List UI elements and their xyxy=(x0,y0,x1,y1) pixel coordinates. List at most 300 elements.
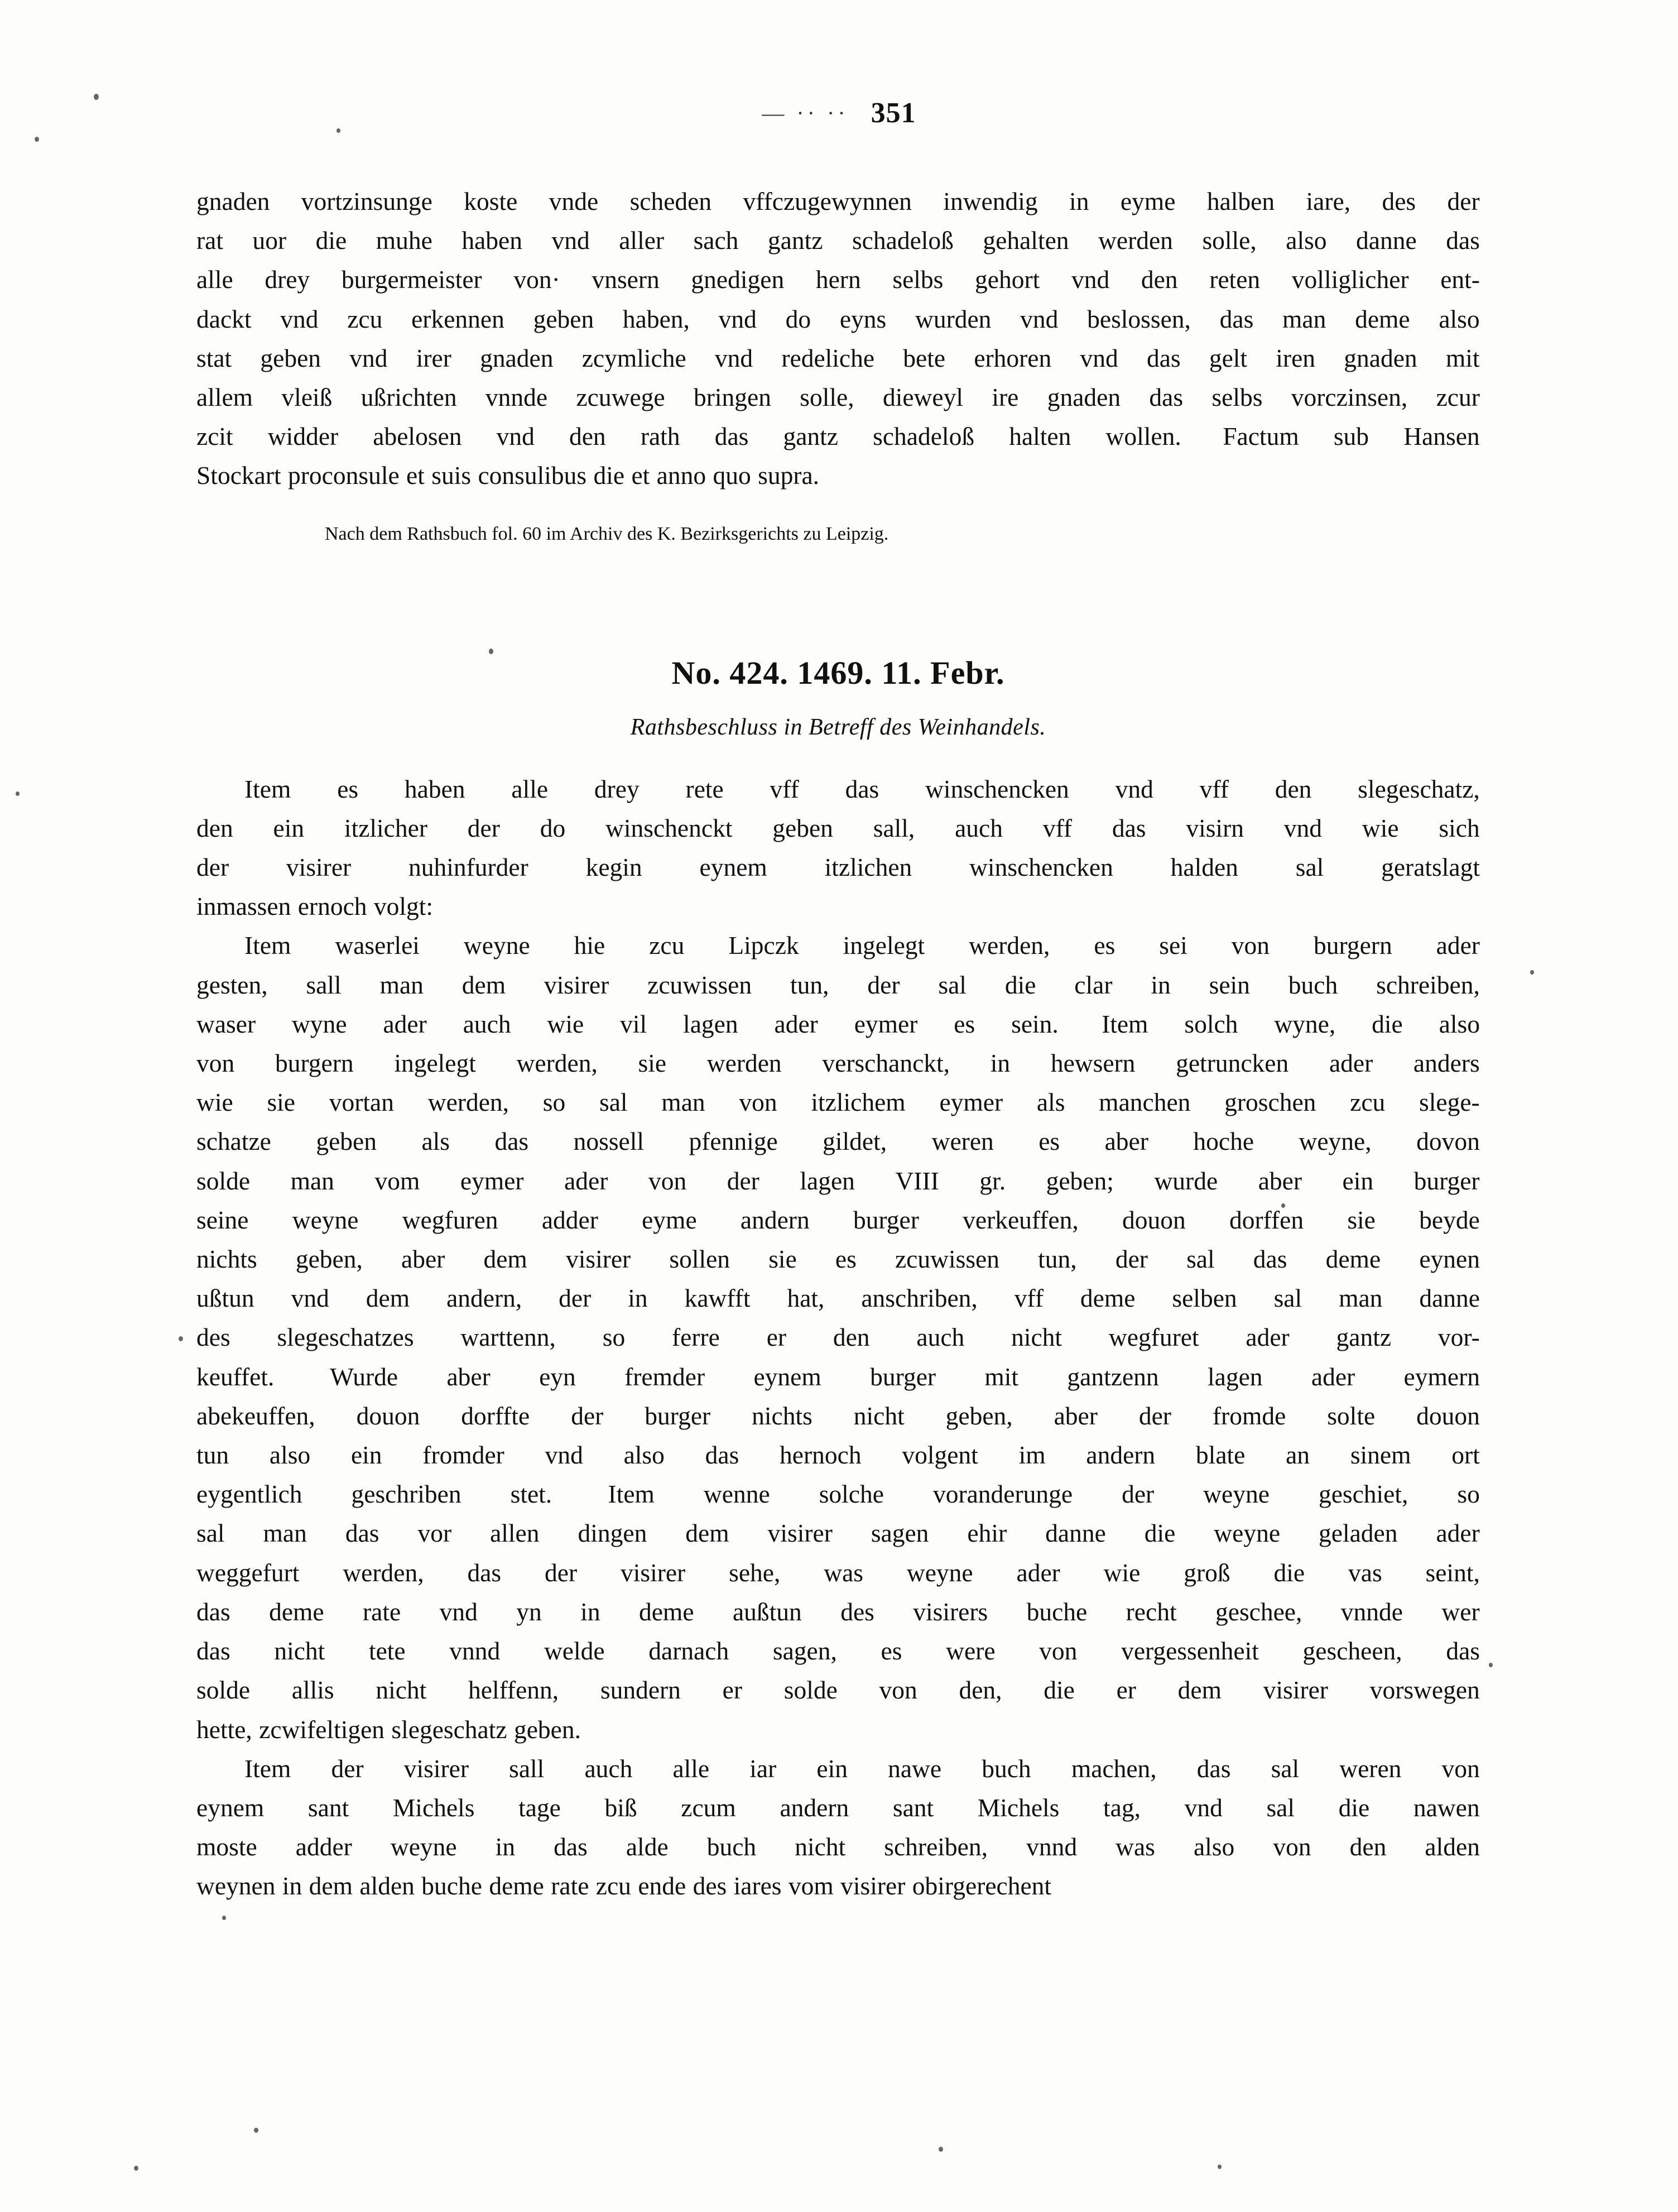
word-space xyxy=(442,1553,449,1592)
word: von xyxy=(1441,1754,1480,1783)
text-line xyxy=(196,1710,1480,1749)
word: anno xyxy=(656,461,706,490)
paragraph-winschencken xyxy=(196,770,1480,927)
word: koste xyxy=(464,187,518,215)
word-space xyxy=(247,1083,253,1122)
word-space xyxy=(845,966,852,1005)
word: hie xyxy=(574,931,605,960)
word: von xyxy=(879,1676,917,1705)
word-space xyxy=(1418,1749,1425,1788)
word: burger xyxy=(870,1362,936,1391)
word-space xyxy=(991,1553,998,1592)
word-space xyxy=(1241,1788,1248,1827)
word: inmassen xyxy=(196,892,291,921)
word-space xyxy=(631,1866,638,1906)
word-space xyxy=(1234,1162,1241,1201)
word-space xyxy=(1172,1436,1179,1475)
word-space xyxy=(1339,809,1345,848)
word-space xyxy=(1048,1749,1055,1788)
word-space xyxy=(518,1632,525,1671)
word-space xyxy=(554,848,560,887)
word: burgermeister xyxy=(341,265,482,294)
word: danne xyxy=(1356,226,1417,255)
scan-speck xyxy=(222,1916,226,1920)
word: den xyxy=(1349,1832,1387,1861)
word-space xyxy=(439,966,446,1005)
word: visirer xyxy=(767,1519,833,1548)
word-space xyxy=(606,1279,613,1318)
word: vnd xyxy=(1020,304,1059,333)
word: den xyxy=(833,1323,870,1352)
word-space xyxy=(1291,1475,1297,1514)
word: Hansen xyxy=(1403,422,1480,451)
word-space xyxy=(1002,300,1009,339)
text-line xyxy=(196,1749,1480,1788)
word-space xyxy=(1093,1240,1099,1279)
word: man xyxy=(263,1519,307,1548)
word: ferre xyxy=(672,1323,720,1352)
word-space xyxy=(1318,1592,1325,1632)
word: andern, xyxy=(446,1284,522,1313)
word: rate xyxy=(363,1597,401,1626)
word: der xyxy=(196,853,229,882)
paragraph-waserlei-weyne xyxy=(196,926,1480,1749)
word: alle xyxy=(672,1754,710,1783)
word: slege- xyxy=(1419,1088,1480,1117)
word: fremder xyxy=(624,1362,705,1391)
word-space xyxy=(743,770,750,809)
word: also xyxy=(1439,304,1480,333)
word: nicht xyxy=(274,1637,325,1666)
word-space xyxy=(1309,1318,1316,1357)
word-space xyxy=(1350,1005,1357,1044)
word: vff xyxy=(770,774,799,803)
word-space xyxy=(1131,1162,1137,1201)
word-space xyxy=(1174,1749,1180,1788)
word-space xyxy=(1129,339,1136,378)
word: sie xyxy=(768,1245,797,1274)
word-space xyxy=(537,1279,544,1318)
word-space xyxy=(746,1240,752,1279)
word: verschanckt, xyxy=(822,1049,950,1078)
word: rate xyxy=(551,1872,589,1901)
word-space xyxy=(243,339,249,378)
text-line xyxy=(196,1279,1480,1318)
word: von xyxy=(1231,931,1270,960)
word-space xyxy=(1429,1475,1436,1514)
word: nawe xyxy=(888,1754,942,1783)
word-space xyxy=(425,456,431,495)
word-space xyxy=(768,300,775,339)
word: man xyxy=(661,1088,705,1117)
word: zcuwissen xyxy=(647,970,752,999)
scan-speck xyxy=(254,2128,258,2133)
word-space xyxy=(247,417,254,456)
word-space xyxy=(378,1240,385,1279)
word: vnd xyxy=(439,1597,478,1626)
word-space xyxy=(1230,1240,1237,1279)
word: die xyxy=(1372,1009,1403,1038)
word-space xyxy=(438,926,445,965)
text-line xyxy=(196,1866,1480,1906)
word: dem xyxy=(483,1245,527,1274)
word: kawfft xyxy=(684,1284,751,1313)
word-space xyxy=(473,1827,479,1866)
word: eymern xyxy=(1403,1362,1480,1391)
word-space xyxy=(415,1866,421,1906)
word: werden xyxy=(1098,226,1173,255)
word: dorffen xyxy=(1229,1205,1304,1234)
word: seint, xyxy=(1425,1558,1480,1587)
word-space xyxy=(1388,1788,1395,1827)
word-space xyxy=(493,1788,500,1827)
word-space xyxy=(576,1671,583,1710)
word: vil xyxy=(620,1009,647,1038)
word: aber xyxy=(1258,1166,1302,1195)
word-space xyxy=(745,1514,752,1553)
scan-speck xyxy=(134,2166,138,2171)
word-space xyxy=(864,1749,871,1788)
word-space xyxy=(520,1553,526,1592)
word-space xyxy=(764,339,771,378)
word-space xyxy=(698,1671,705,1710)
word: hoche xyxy=(1193,1127,1254,1156)
word-space xyxy=(521,966,528,1005)
word: ent- xyxy=(1440,265,1480,294)
word-space xyxy=(547,1397,554,1436)
word: vergessenheit xyxy=(1121,1637,1259,1666)
word-space xyxy=(1354,966,1360,1005)
word-space xyxy=(1247,1749,1254,1788)
word-space xyxy=(522,1083,529,1122)
word-space xyxy=(543,1240,550,1279)
word: nicht xyxy=(853,1401,905,1430)
word: andern xyxy=(740,1205,810,1234)
word-space xyxy=(704,1553,710,1592)
word: ort xyxy=(1451,1441,1480,1470)
word: ußrichten xyxy=(360,383,457,412)
source-note: Nach dem Rathsbuch fol. 60 im Archiv des K. Bezirksgerichts zu Leipzig. xyxy=(325,523,889,544)
word: eymer xyxy=(854,1009,918,1038)
word: itzlichen xyxy=(824,853,912,882)
word: haben xyxy=(461,226,522,255)
word-space xyxy=(367,1788,374,1827)
word-space xyxy=(855,1632,862,1671)
word: beyde xyxy=(1419,1205,1480,1234)
word-space xyxy=(264,378,271,417)
word: gelt xyxy=(1209,343,1248,372)
word: adder xyxy=(541,1205,598,1234)
word-space xyxy=(882,1553,888,1592)
word-space xyxy=(675,221,682,260)
word-space xyxy=(1027,1044,1033,1083)
word: halden xyxy=(1170,853,1238,882)
word-space xyxy=(993,1279,999,1318)
word: wollen. xyxy=(1105,422,1181,451)
word: ader xyxy=(1436,931,1480,960)
text-line xyxy=(196,1240,1480,1279)
word: visirer xyxy=(403,1754,469,1783)
word: auch xyxy=(955,813,1003,842)
word: tage xyxy=(518,1793,561,1822)
word-space xyxy=(1013,1122,1020,1161)
word-space xyxy=(796,260,803,299)
word: werden, xyxy=(516,1049,598,1078)
word-space xyxy=(819,770,825,809)
text-line xyxy=(196,1475,1480,1514)
word-space xyxy=(749,809,756,848)
word: schatze xyxy=(196,1127,271,1156)
word-space xyxy=(1419,1592,1426,1632)
word: zcu xyxy=(1350,1088,1386,1117)
word-space xyxy=(309,1083,315,1122)
word: aber xyxy=(401,1245,445,1274)
word: das xyxy=(467,1558,502,1587)
word: waserlei xyxy=(335,931,420,960)
word: Item xyxy=(1102,1009,1148,1038)
word: sie xyxy=(638,1049,667,1078)
word-space xyxy=(872,1162,878,1201)
word-space xyxy=(697,339,704,378)
word: außtun xyxy=(732,1597,802,1626)
word: vff xyxy=(1014,1284,1044,1313)
word-space xyxy=(719,1083,725,1122)
word: winschenckt xyxy=(605,813,733,842)
word: scheden xyxy=(629,187,712,215)
word-space xyxy=(1313,1788,1320,1827)
word-space xyxy=(322,260,329,299)
word: sall xyxy=(306,970,342,999)
word: ader xyxy=(1016,1558,1060,1587)
word-space xyxy=(661,1005,668,1044)
word-space xyxy=(1193,1592,1199,1632)
word-space xyxy=(595,1553,602,1592)
word: deme xyxy=(1080,1284,1136,1313)
word: alle xyxy=(511,774,549,803)
word-space xyxy=(919,1083,926,1122)
word: das xyxy=(714,422,749,451)
word-space xyxy=(269,1279,276,1318)
word-space xyxy=(1050,182,1057,221)
word: geschee, xyxy=(1215,1597,1302,1626)
page-number: 351 xyxy=(871,97,916,129)
word: vffczugewynnen xyxy=(743,187,912,215)
word-space xyxy=(681,1436,688,1475)
word-space xyxy=(1122,1514,1128,1553)
word-space xyxy=(623,1632,630,1671)
word-space xyxy=(234,221,241,260)
word-space xyxy=(555,1514,562,1553)
word-space xyxy=(517,1201,523,1240)
word: den xyxy=(1141,265,1178,294)
word: allem xyxy=(196,383,253,412)
word-space xyxy=(533,221,540,260)
word: do xyxy=(785,304,811,333)
word-space xyxy=(400,456,406,495)
word: solde xyxy=(196,1676,251,1705)
word: sein xyxy=(1209,970,1250,999)
word-space xyxy=(1248,770,1255,809)
word-space xyxy=(967,1044,973,1083)
word-space xyxy=(384,1710,391,1749)
word-space xyxy=(1159,1788,1166,1827)
word-space xyxy=(1103,1592,1110,1632)
word-space xyxy=(1264,300,1271,339)
word: das xyxy=(1253,1245,1287,1274)
word: der xyxy=(331,1754,364,1783)
word: deme xyxy=(269,1597,324,1626)
word: es xyxy=(954,1009,975,1038)
word: aber xyxy=(1104,1127,1148,1156)
word-space xyxy=(905,1475,912,1514)
word: burger xyxy=(645,1401,711,1430)
word-space xyxy=(1004,1592,1011,1632)
word-space xyxy=(598,1005,605,1044)
word: nichts xyxy=(752,1401,812,1430)
word: moste xyxy=(196,1832,257,1861)
word-space xyxy=(1397,1279,1404,1318)
word: von xyxy=(648,1166,687,1195)
word: vnd xyxy=(291,1284,329,1313)
word-space xyxy=(726,1357,733,1397)
word-space xyxy=(1195,417,1209,456)
word: haben, xyxy=(622,304,690,333)
word: der xyxy=(545,1558,578,1587)
word: zcur xyxy=(1436,383,1480,412)
word: Factum xyxy=(1223,422,1299,451)
word: zcu xyxy=(595,1872,631,1901)
word: das xyxy=(554,1832,588,1861)
word: es xyxy=(337,774,359,803)
word-space xyxy=(378,770,384,809)
word-space xyxy=(482,1866,489,1906)
word: ingelegt xyxy=(394,1049,476,1078)
word-space xyxy=(852,417,859,456)
word: die xyxy=(1338,1793,1370,1822)
word: vff xyxy=(1199,774,1229,803)
word: das xyxy=(196,1597,230,1626)
word: sinem xyxy=(1350,1441,1411,1470)
word-space xyxy=(396,1122,402,1161)
word-space xyxy=(610,182,617,221)
word-space xyxy=(1022,1514,1029,1553)
word-space xyxy=(561,1749,568,1788)
word: vortzinsunge xyxy=(301,187,432,215)
word-space xyxy=(600,1436,607,1475)
word: werden xyxy=(706,1049,782,1078)
word: zcymliche xyxy=(581,343,686,372)
word: sal xyxy=(196,1519,225,1548)
word: vnd xyxy=(1184,1793,1223,1822)
word: weynen xyxy=(196,1872,276,1901)
word: blate xyxy=(1195,1441,1246,1470)
word-space xyxy=(559,378,565,417)
text-line xyxy=(196,1592,1480,1632)
word: in xyxy=(580,1597,600,1626)
word: vas xyxy=(1348,1558,1382,1587)
word: vnd xyxy=(496,422,535,451)
word: getruncken xyxy=(1176,1049,1289,1078)
word: also xyxy=(269,1441,311,1470)
word-space xyxy=(398,339,405,378)
word-space xyxy=(1421,260,1428,299)
word: wer xyxy=(1441,1597,1480,1626)
word: werden, xyxy=(343,1558,424,1587)
word-space xyxy=(517,809,523,848)
scan-speck xyxy=(1218,2165,1222,2169)
paragraph-continued xyxy=(196,182,1480,496)
word-space xyxy=(855,1671,862,1710)
word-space xyxy=(850,809,857,848)
scan-speck xyxy=(939,2147,943,2152)
word-space xyxy=(586,456,593,495)
word: dieweyl xyxy=(882,383,963,412)
word-space xyxy=(873,260,880,299)
word: deme xyxy=(1325,1245,1381,1274)
word-space xyxy=(616,1592,623,1632)
word-space xyxy=(381,1749,387,1788)
word: visirn xyxy=(1186,813,1244,842)
word-space xyxy=(549,417,555,456)
word: tete xyxy=(368,1637,406,1666)
word-space xyxy=(1089,809,1095,848)
word: vnd xyxy=(718,304,757,333)
word: dovon xyxy=(1416,1127,1480,1156)
word: vnd xyxy=(714,343,753,372)
word-space xyxy=(1093,1827,1099,1866)
word-space xyxy=(343,1632,350,1671)
word: der xyxy=(467,813,500,842)
word: visirer xyxy=(1263,1676,1328,1705)
word: stet. xyxy=(510,1480,552,1509)
word: burger xyxy=(853,1205,919,1234)
word-space xyxy=(1122,260,1128,299)
word: vor- xyxy=(1437,1323,1480,1352)
word-space xyxy=(791,1475,798,1514)
word: Lipczk xyxy=(728,931,799,960)
word-space xyxy=(1052,260,1059,299)
word: dingen xyxy=(578,1519,647,1548)
word-space xyxy=(471,456,478,495)
word: vnnde xyxy=(1340,1597,1403,1626)
word: des xyxy=(196,1323,230,1352)
word: in xyxy=(1069,187,1089,215)
word: geben xyxy=(260,343,321,372)
word-space xyxy=(624,456,631,495)
word-space xyxy=(276,1866,282,1906)
word-space xyxy=(867,1788,874,1827)
word-space xyxy=(943,926,950,965)
word-space xyxy=(1428,1436,1435,1475)
word: vortan xyxy=(329,1088,394,1117)
word: sal xyxy=(938,970,967,999)
word-space xyxy=(1186,966,1193,1005)
word: itzlichem xyxy=(811,1088,906,1117)
word: buche xyxy=(421,1872,482,1901)
word: itzlicher xyxy=(344,813,427,842)
word: yn xyxy=(516,1597,542,1626)
word: ein xyxy=(350,1441,382,1470)
word: er xyxy=(766,1323,787,1352)
word-space xyxy=(1398,1083,1405,1122)
word-space xyxy=(890,1592,897,1632)
word: gantz xyxy=(783,422,839,451)
word: sal xyxy=(1273,1284,1302,1313)
word: es xyxy=(1038,1127,1060,1156)
word-space xyxy=(246,260,252,299)
word: Item xyxy=(244,931,291,960)
word-space xyxy=(650,456,656,495)
